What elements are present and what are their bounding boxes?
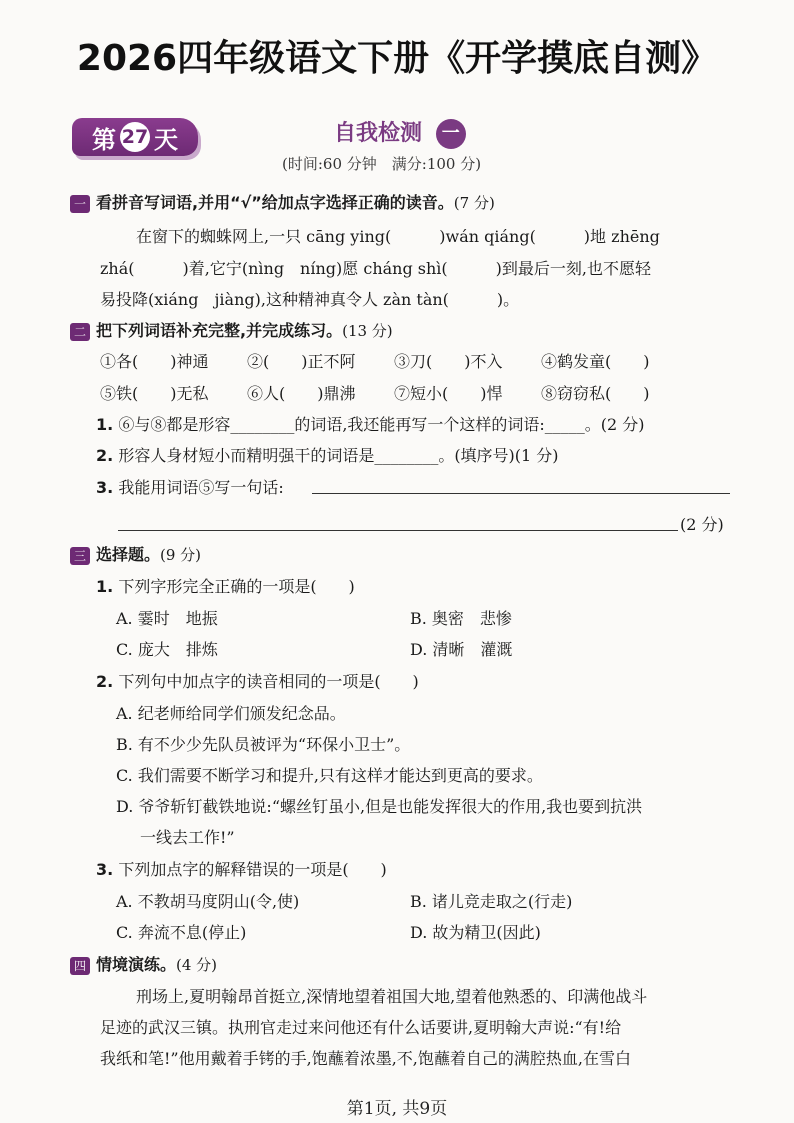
q2-number-icon: 二 <box>70 323 90 341</box>
q3-item-1-stem <box>96 574 355 597</box>
q2-sub-2-number: 2. <box>96 446 114 465</box>
q3-item-3-option-a[interactable]: A. 不教胡马度阴山(令,使) <box>116 892 300 911</box>
day-badge-suffix: 天 <box>154 125 178 154</box>
q2-sub-3-answer-line-1[interactable] <box>312 493 730 494</box>
q1-line-3: 易投降(xiáng jiàng),这种精神真令人 zàn tàn( )。 <box>100 290 520 309</box>
q3-item-1-option-a[interactable]: A. 霎时 地振 <box>116 609 218 628</box>
q3-item-stem-text: 下列字形完全正确的一项是( ) <box>118 577 355 596</box>
q4-title: 情境演练。 <box>96 955 177 974</box>
q1-number-icon: 一 <box>70 195 90 213</box>
q2-word-item: ③刀( )不入 <box>394 352 503 371</box>
q1-score: (7 分) <box>453 194 495 212</box>
section-heading <box>334 116 466 149</box>
q1-line-2: zhá( )着,它宁(nìng níng)愿 cháng shì( )到最后一刻,也不愿轻 <box>100 259 651 278</box>
q3-title: 选择题。 <box>96 545 161 564</box>
q4-passage-line-1: 刑场上,夏明翰昂首挺立,深情地望着祖国大地,望着他熟悉的、印满他战斗 <box>136 987 648 1006</box>
q2-word-item: ⑤铁( )无私 <box>100 384 209 403</box>
q2-word-item: ①各( )神通 <box>100 352 209 371</box>
section-heading-text: 自我检测 <box>334 121 423 146</box>
q3-item-1-option-d[interactable]: D. 清晰 灌溉 <box>410 640 513 659</box>
q2-sub-3-score: (2 分) <box>680 515 724 534</box>
q4-passage-line-2: 足迹的武汉三镇。执刑官走过来问他还有什么话要讲,夏明翰大声说:“有!给 <box>100 1018 622 1037</box>
q2-sub-2-text: 形容人身材短小而精明强干的词语是________。(填序号)(1 分) <box>118 446 559 465</box>
q3-header <box>70 542 201 565</box>
q3-item-2-option-c[interactable]: C. 我们需要不断学习和提升,只有这样才能达到更高的要求。 <box>116 766 543 785</box>
q3-item-2-option-d[interactable]: D. 爷爷斩钉截铁地说:“螺丝钉虽小,但是也能发挥很大的作用,我也要到抗洪 <box>116 797 643 816</box>
q2-sub-3-number: 3. <box>96 478 114 497</box>
q1-header <box>70 190 495 213</box>
section-number-badge: 一 <box>436 119 466 149</box>
q3-item-3-option-d[interactable]: D. 故为精卫(因此) <box>410 923 541 942</box>
q2-sub-3 <box>96 475 284 498</box>
q2-title: 把下列词语补充完整,并完成练习。 <box>96 321 343 340</box>
q3-item-2-option-a[interactable]: A. 纪老师给同学们颁发纪念品。 <box>116 704 346 723</box>
q2-sub-2 <box>96 443 559 466</box>
day-badge <box>72 118 198 156</box>
q2-score: (13 分) <box>342 322 393 340</box>
q4-header <box>70 952 217 975</box>
day-badge-number: 27 <box>120 122 150 152</box>
q2-sub-1 <box>96 412 645 435</box>
q3-item-3-option-c[interactable]: C. 奔流不息(停止) <box>116 923 247 942</box>
q3-number-icon: 三 <box>70 547 90 565</box>
q2-sub-1-number: 1. <box>96 415 114 434</box>
q3-item-2-stem <box>96 669 419 692</box>
q3-item-number: 1. <box>96 577 114 596</box>
q4-score: (4 分) <box>176 956 218 974</box>
q3-item-number: 3. <box>96 860 114 879</box>
q2-header <box>70 318 393 341</box>
q3-item-2-option-d-continued: 一线去工作!” <box>140 828 235 847</box>
q2-word-item: ②( )正不阿 <box>247 352 356 371</box>
q3-item-1-option-b[interactable]: B. 奥密 悲惨 <box>410 609 512 628</box>
page-footer: 第1页, 共9页 <box>346 1099 448 1119</box>
q2-word-item: ⑦短小( )悍 <box>394 384 503 403</box>
q3-item-3-stem <box>96 857 387 880</box>
q1-line-1: 在窗下的蜘蛛网上,一只 cāng ying( )wán qiáng( )地 zhēng <box>136 227 660 246</box>
q1-title: 看拼音写词语,并用“√”给加点字选择正确的读音。 <box>96 193 454 212</box>
q3-score: (9 分) <box>160 546 202 564</box>
q4-passage-line-3: 我纸和笔!”他用戴着手铐的手,饱蘸着浓墨,不,饱蘸着自己的满腔热血,在雪白 <box>100 1049 631 1068</box>
q2-word-item: ⑧窃窃私( ) <box>541 384 650 403</box>
q3-item-3-option-b[interactable]: B. 诸儿竞走取之(行走) <box>410 892 573 911</box>
q2-word-item: ④鹤发童( ) <box>541 352 650 371</box>
q3-item-number: 2. <box>96 672 114 691</box>
q2-word-row-2 <box>100 381 650 404</box>
time-info: (时间:60 分钟 满分:100 分) <box>282 155 482 173</box>
q3-item-2-option-b[interactable]: B. 有不少少先队员被评为“环保小卫士”。 <box>116 735 411 754</box>
q3-item-1-option-c[interactable]: C. 庞大 排炼 <box>116 640 218 659</box>
document-title: 2026四年级语文下册《开学摸底自测》 <box>76 38 718 79</box>
q3-item-stem-text: 下列句中加点字的读音相同的一项是( ) <box>118 672 419 691</box>
q2-sub-3-answer-line-2[interactable] <box>118 530 678 531</box>
day-badge-prefix: 第 <box>92 125 116 154</box>
q4-number-icon: 四 <box>70 957 90 975</box>
q2-word-item: ⑥人( )鼎沸 <box>247 384 356 403</box>
q3-item-stem-text: 下列加点字的解释错误的一项是( ) <box>118 860 387 879</box>
q2-word-row-1 <box>100 349 650 372</box>
q2-sub-1-text: ⑥与⑧都是形容________的词语,我还能再写一个这样的词语:_____。(2 分) <box>118 415 645 434</box>
q2-sub-3-text: 我能用词语⑤写一句话: <box>118 478 284 497</box>
